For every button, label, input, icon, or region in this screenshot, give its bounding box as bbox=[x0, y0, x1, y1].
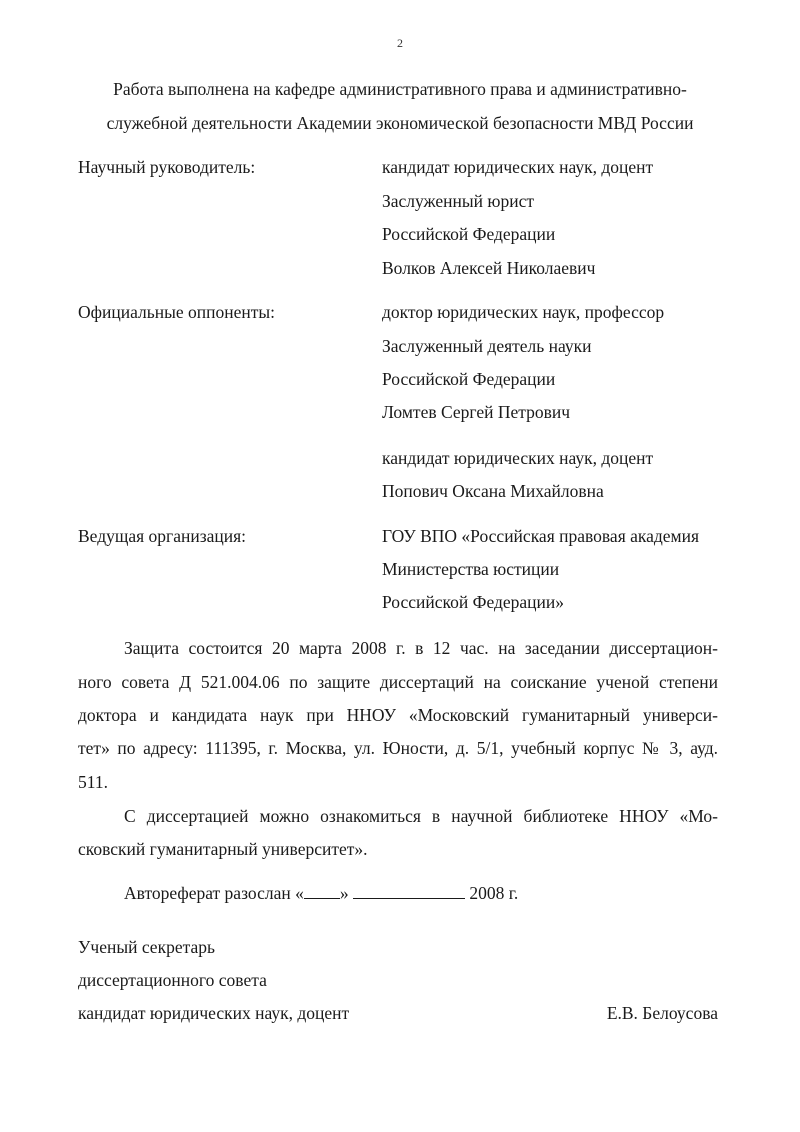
sent-suffix: 2008 г. bbox=[469, 883, 519, 903]
secretary-line: диссертационного совета bbox=[78, 970, 267, 990]
supervisor-name: Волков Алексей Николаевич bbox=[382, 258, 596, 278]
sent-middle: » bbox=[339, 883, 349, 903]
opponent-1-name: Ломтев Сергей Петрович bbox=[382, 402, 571, 422]
page-number: 2 bbox=[397, 36, 403, 50]
supervisor-line: Заслуженный юрист bbox=[382, 191, 535, 211]
header-line-2: служебной деятельности Академии экономической безопасности МВД России bbox=[106, 113, 694, 133]
secretary-line: кандидат юридических наук, доцент bbox=[78, 1003, 350, 1023]
day-blank bbox=[304, 882, 340, 899]
supervisor-line: Российской Федерации bbox=[382, 224, 556, 244]
opponent-2-name: Попович Оксана Михайловна bbox=[382, 481, 604, 501]
defense-line: Защита состоится 20 марта 2008 г. в 12 час. на заседании диссертацион- bbox=[124, 638, 718, 658]
library-line: С диссертацией можно ознакомиться в научной библиотеке ННОУ «Мо- bbox=[124, 806, 718, 826]
opponents-label: Официальные оппоненты: bbox=[78, 302, 275, 322]
leading-org-line: Российской Федерации» bbox=[382, 592, 565, 612]
supervisor-label: Научный руководитель: bbox=[78, 157, 256, 177]
leading-org-line: ГОУ ВПО «Российская правовая академия bbox=[382, 526, 700, 546]
library-line: сковский гуманитарный университет». bbox=[78, 839, 368, 859]
month-blank bbox=[353, 882, 465, 899]
secretary-name: Е.В. Белоусова bbox=[606, 1003, 718, 1023]
sent-line bbox=[124, 882, 518, 904]
defense-line: 511. bbox=[78, 772, 108, 792]
opponent-1-line: Заслуженный деятель науки bbox=[382, 336, 592, 356]
leading-org-line: Министерства юстиции bbox=[382, 559, 560, 579]
opponent-2-line: кандидат юридических наук, доцент bbox=[382, 448, 654, 468]
sent-prefix: Автореферат разослан « bbox=[124, 883, 304, 903]
secretary-line: Ученый секретарь bbox=[78, 937, 215, 957]
defense-line: доктора и кандидата наук при ННОУ «Московский гуманитарный универси- bbox=[78, 705, 718, 725]
opponent-1-line: доктор юридических наук, профессор bbox=[382, 302, 665, 322]
opponent-1-line: Российской Федерации bbox=[382, 369, 556, 389]
header-line-1: Работа выполнена на кафедре административного права и административно- bbox=[113, 79, 687, 99]
leading-org-label: Ведущая организация: bbox=[78, 526, 247, 546]
defense-line: тет» по адресу: 111395, г. Москва, ул. Юности, д. 5/1, учебный корпус № 3, ауд. bbox=[78, 738, 718, 758]
defense-line: ного совета Д 521.004.06 по защите диссертаций на соискание ученой степени bbox=[78, 672, 718, 692]
supervisor-line: кандидат юридических наук, доцент bbox=[382, 157, 654, 177]
